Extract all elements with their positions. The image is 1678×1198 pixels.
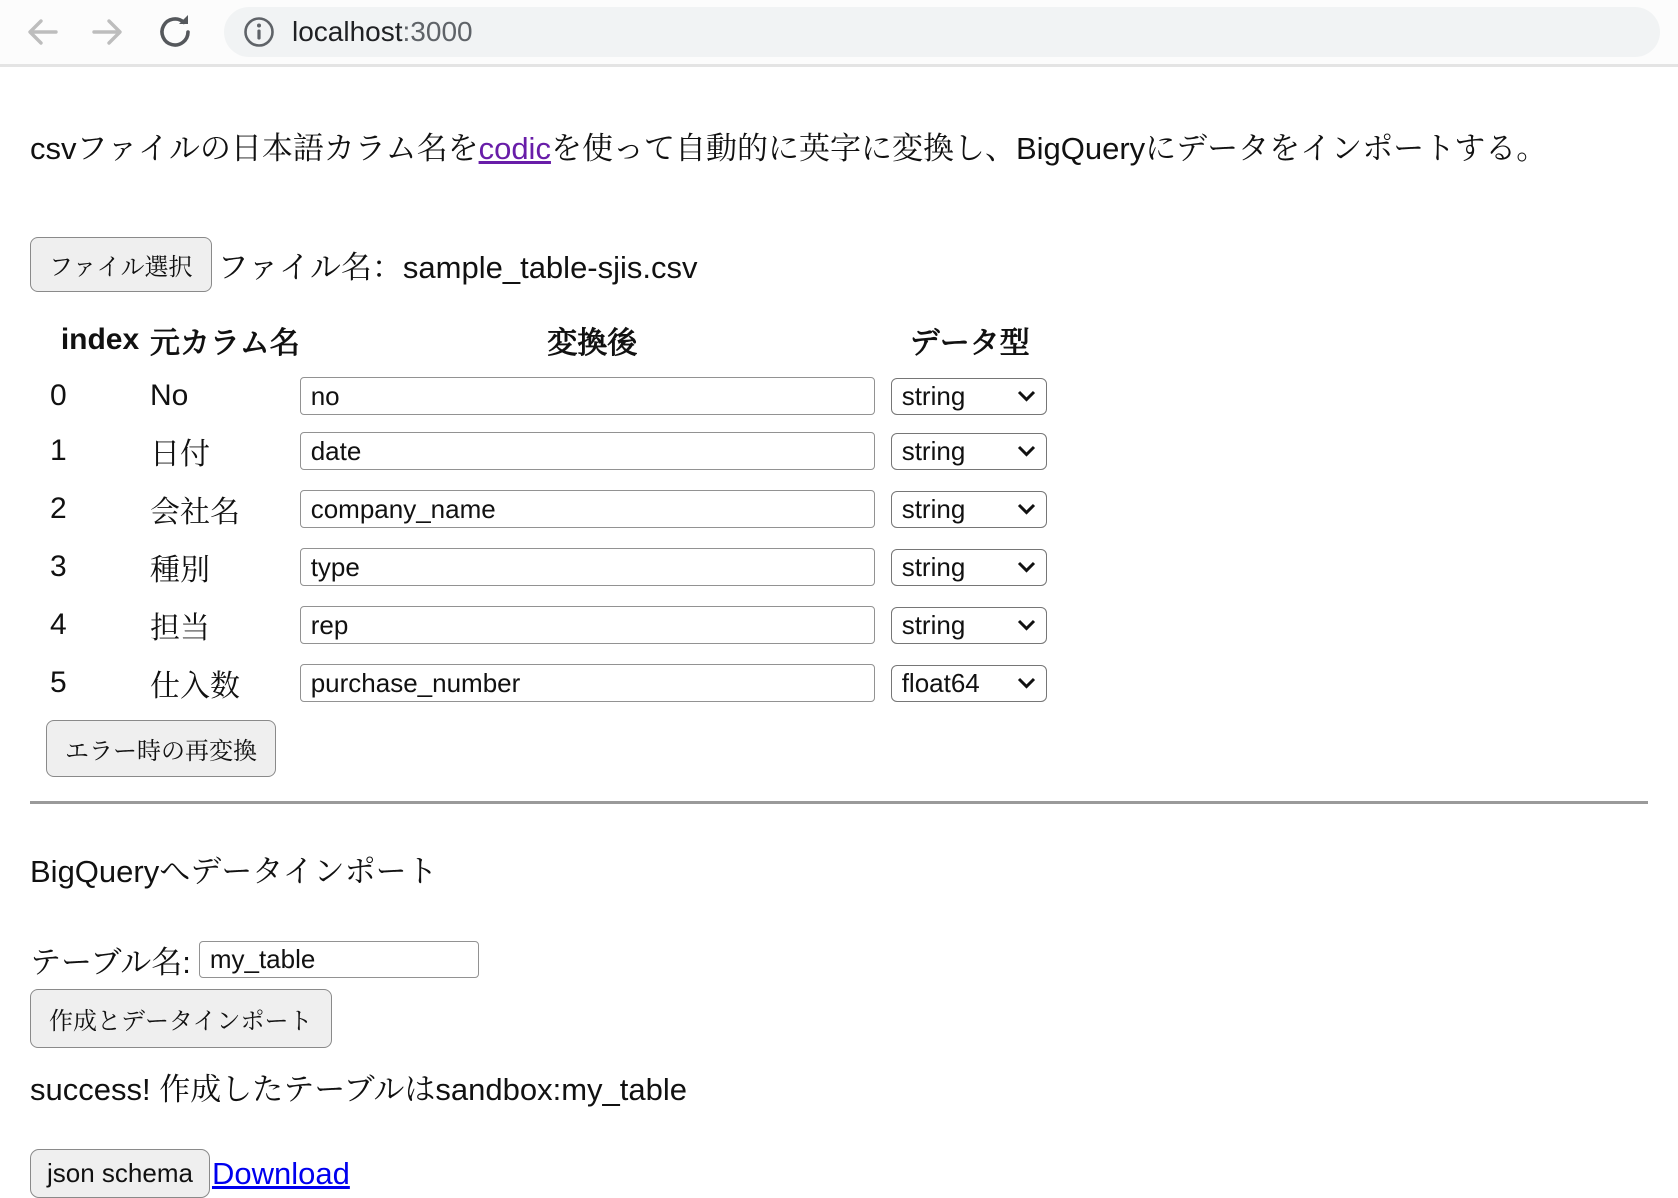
row-source-name: 担当 (150, 612, 210, 646)
converted-name-input[interactable] (300, 377, 875, 415)
download-row (30, 1149, 1648, 1198)
file-select-row (30, 237, 1648, 292)
converted-name-input[interactable] (300, 606, 875, 644)
retry-convert-button[interactable]: エラー時の再変換 (46, 720, 276, 777)
bigquery-heading: BigQueryへデータインポート (30, 854, 438, 890)
header-converted: 変換後 (547, 327, 638, 361)
header-source-name: 元カラム名 (150, 327, 300, 361)
browser-toolbar (0, 0, 1678, 67)
import-button[interactable]: 作成とデータインポート (30, 989, 332, 1048)
dtype-select[interactable] (891, 491, 1047, 528)
table-name-label: テーブル名: (30, 945, 191, 981)
row-source-name: 仕入数 (150, 670, 240, 704)
dtype-select[interactable] (891, 607, 1047, 644)
converted-name-input[interactable] (300, 664, 875, 702)
row-source-name: No (150, 379, 189, 413)
dtype-select[interactable] (891, 665, 1047, 702)
columns-table-body (50, 370, 1055, 712)
url-host: localhost (292, 16, 403, 47)
dtype-select-value: string (901, 551, 966, 582)
download-link[interactable]: Download (211, 1155, 350, 1191)
table-name-row (30, 937, 1648, 982)
file-select-button[interactable]: ファイル選択 (30, 237, 212, 292)
json-schema-button[interactable]: json schema (30, 1149, 210, 1198)
row-index: 4 (50, 608, 67, 642)
converted-name-input[interactable] (300, 548, 875, 586)
dtype-select-value: string (901, 380, 966, 411)
table-row (50, 654, 1055, 712)
table-name-input[interactable] (199, 941, 479, 978)
row-index: 5 (50, 666, 67, 700)
status-message: success! 作成したテーブルはsandbox:my_table (30, 1072, 688, 1108)
forward-icon[interactable] (88, 12, 128, 52)
row-source-name: 種別 (150, 554, 210, 588)
row-index: 0 (50, 379, 67, 413)
chevron-down-icon (1017, 561, 1036, 573)
table-row (50, 596, 1055, 654)
intro-before-link: csvファイルの日本語カラム名を (30, 131, 479, 166)
chevron-down-icon (1017, 619, 1036, 631)
row-index: 3 (50, 550, 67, 584)
intro-text (30, 129, 1648, 169)
address-bar[interactable] (224, 7, 1660, 57)
info-icon[interactable] (242, 15, 276, 49)
header-index: index (60, 323, 140, 357)
intro-after-link: を使って自動的に英字に変換し、BigQueryにデータをインポートする。 (550, 131, 1548, 166)
codic-link[interactable]: codic (478, 131, 551, 166)
converted-name-input[interactable] (300, 490, 875, 528)
dtype-select[interactable] (891, 378, 1047, 415)
dtype-select-value: string (901, 609, 966, 640)
table-row (50, 538, 1055, 596)
dtype-select-value: float64 (901, 667, 980, 698)
header-dtype: データ型 (909, 327, 1030, 361)
dtype-select[interactable] (891, 549, 1047, 586)
dtype-select[interactable] (891, 433, 1047, 470)
chevron-down-icon (1017, 503, 1036, 515)
table-row (50, 370, 1055, 422)
reload-icon[interactable] (154, 11, 196, 53)
columns-table (50, 318, 1055, 712)
converted-name-input[interactable] (300, 432, 875, 470)
row-index: 2 (50, 492, 67, 526)
section-divider (30, 801, 1648, 804)
dtype-select-value: string (901, 493, 966, 524)
page-content (0, 129, 1678, 1198)
chevron-down-icon (1017, 390, 1036, 402)
row-source-name: 日付 (150, 438, 210, 472)
row-index: 1 (50, 434, 67, 468)
chevron-down-icon (1017, 677, 1036, 689)
columns-table-header-row (50, 318, 1055, 370)
file-name-label: ファイル名：sample_table-sjis.csv (217, 250, 698, 286)
url-port: :3000 (402, 16, 473, 47)
back-icon[interactable] (22, 12, 62, 52)
dtype-select-value: string (901, 435, 966, 466)
chevron-down-icon (1017, 445, 1036, 457)
table-row (50, 422, 1055, 480)
row-source-name: 会社名 (150, 496, 240, 530)
table-row (50, 480, 1055, 538)
